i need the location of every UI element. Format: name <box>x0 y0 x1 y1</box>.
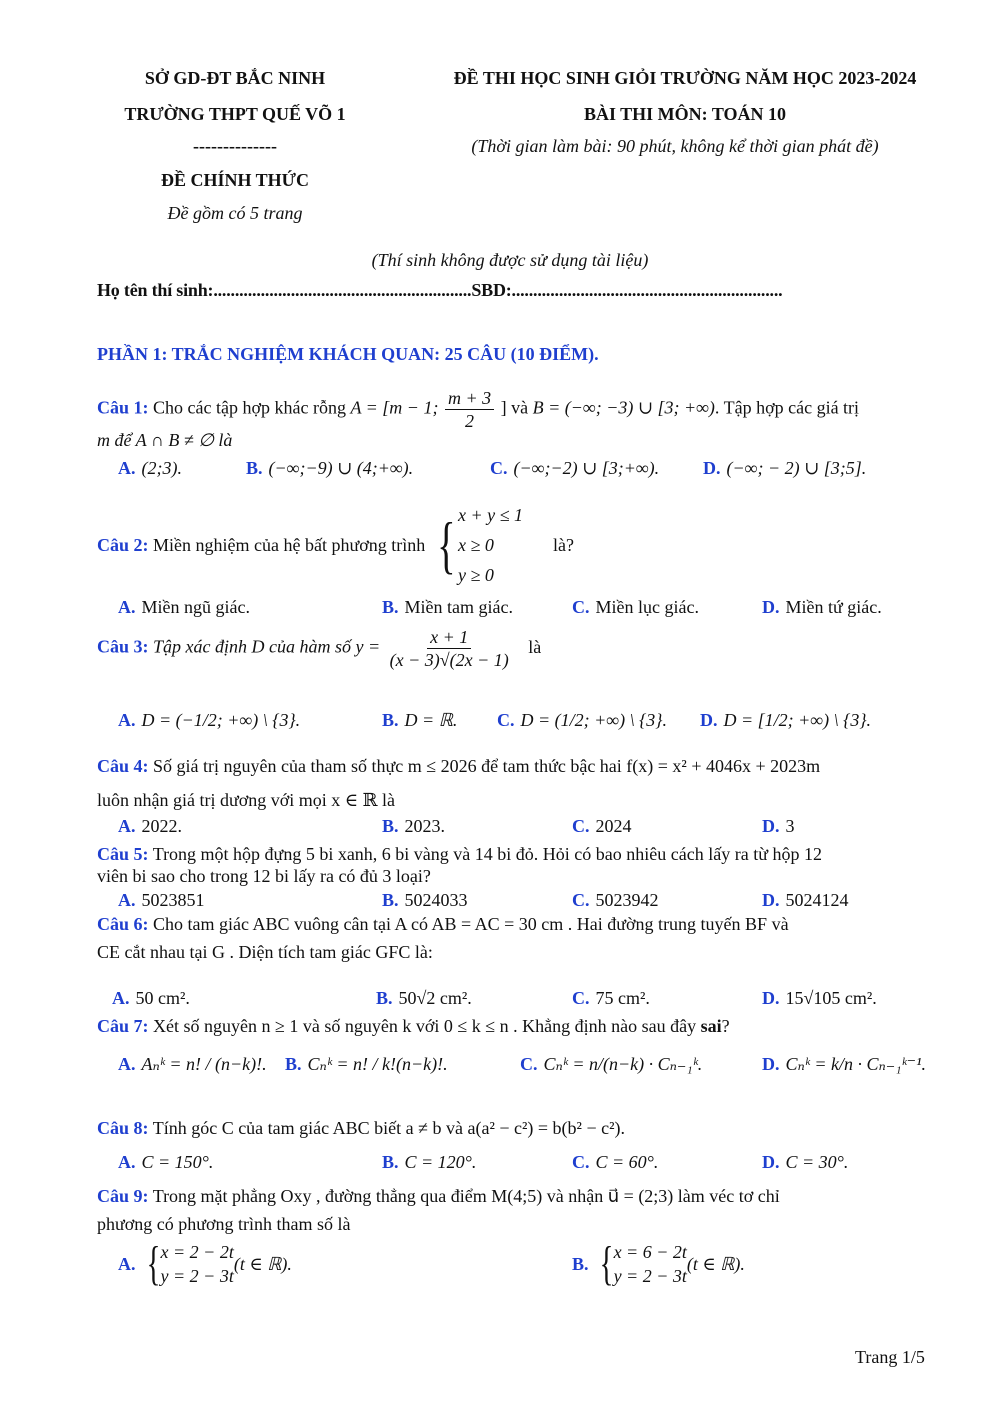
option-text: (−∞; − 2) ∪ [3;5]. <box>726 458 867 478</box>
option-label: D. <box>762 1152 780 1172</box>
equation-lines <box>161 1240 234 1288</box>
set-b: B = (−∞; −3) ∪ [3; +∞) <box>532 397 715 418</box>
q5-option-d[interactable] <box>762 890 849 911</box>
question-label: Câu 5: <box>97 844 149 864</box>
numerator: x + 1 <box>427 626 471 649</box>
set-a: A = [m − 1; <box>350 397 439 418</box>
q3-option-b[interactable] <box>382 710 457 731</box>
q8-option-c[interactable] <box>572 1152 658 1173</box>
option-text: (−∞;−9) ∪ (4;+∞). <box>268 458 414 478</box>
question-label: Câu 2: <box>97 534 149 555</box>
inequality: x + y ≤ 1 <box>457 505 523 525</box>
option-text: 5024124 <box>785 890 849 910</box>
question-8 <box>97 1118 625 1139</box>
option-text: 50√2 cm². <box>398 988 472 1008</box>
header-divider: -------------- <box>193 136 277 156</box>
question-mark: ? <box>721 1016 730 1036</box>
question-7 <box>97 1016 730 1037</box>
question-9-line2: phương có phương trình tham số là <box>97 1214 351 1234</box>
question-text: Tập xác định D của hàm số y = <box>153 636 381 657</box>
option-label: A. <box>118 1054 136 1074</box>
question-text: Xét số nguyên n ≥ 1 và số nguyên k với 0 ≤ k ≤ n . Khẳng định nào sau đây <box>153 1016 697 1036</box>
question-text: Trong mặt phẳng Oxy , đường thẳng qua điểm M(4;5) và nhận u⃗ = (2;3) làm véc tơ chỉ <box>152 1186 780 1206</box>
question-text: Cho tam giác ABC vuông cân tại A có AB = AC = 30 cm . Hai đường trung tuyến BF và <box>153 914 789 934</box>
subject-title: BÀI THI MÔN: TOÁN 10 <box>583 104 787 124</box>
option-text: C = 30°. <box>785 1152 849 1172</box>
equation: y = 2 − 3t <box>160 1266 234 1286</box>
question-text: Miền nghiệm của hệ bất phương trình <box>153 534 426 555</box>
option-text: Cₙᵏ = k/n · Cₙ₋₁ᵏ⁻¹. <box>785 1054 927 1074</box>
option-label: D. <box>762 890 780 910</box>
option-text: 2023. <box>404 816 446 836</box>
option-text: Aₙᵏ = n! / (n−k)!. <box>141 1054 267 1074</box>
option-label: B. <box>382 597 399 617</box>
fraction <box>387 626 512 671</box>
equation: y = 2 − 3t <box>613 1266 687 1286</box>
question-tail: là <box>528 636 542 657</box>
option-label: C. <box>572 597 590 617</box>
option-label: B. <box>285 1054 302 1074</box>
option-text: C = 60°. <box>595 1152 659 1172</box>
option-text: Cₙᵏ = n! / k!(n−k)!. <box>307 1054 448 1074</box>
option-text: C = 120°. <box>404 1152 477 1172</box>
dept-name: SỞ GD-ĐT BẮC NINH <box>144 68 326 88</box>
q1-option-d[interactable] <box>703 458 866 479</box>
option-text: 5024033 <box>404 890 468 910</box>
left-brace: { <box>437 509 456 580</box>
option-text: 75 cm². <box>595 988 650 1008</box>
question-2 <box>97 500 574 590</box>
question-label: Câu 6: <box>97 914 149 934</box>
option-label: A. <box>118 1253 136 1274</box>
q7-option-a[interactable] <box>118 1054 267 1075</box>
question-3 <box>97 626 541 671</box>
option-text: Miền ngũ giác. <box>141 597 250 617</box>
q7-option-d[interactable] <box>762 1054 926 1075</box>
q5-option-b[interactable] <box>382 890 468 911</box>
option-label: A. <box>118 1152 136 1172</box>
option-label: A. <box>112 988 130 1008</box>
option-text: D = ℝ. <box>404 710 458 730</box>
option-label: C. <box>572 988 590 1008</box>
option-label: A. <box>118 458 136 478</box>
q4-option-b[interactable] <box>382 816 445 837</box>
parametric-system <box>572 1237 745 1290</box>
question-label: Câu 4: <box>97 756 149 776</box>
question-label: Câu 8: <box>97 1118 149 1138</box>
q4-option-d[interactable] <box>762 816 795 837</box>
q2-option-a[interactable] <box>118 597 250 618</box>
page-number: Trang 1/5 <box>855 1347 925 1367</box>
q4-option-c[interactable] <box>572 816 632 837</box>
q9-option-b[interactable] <box>572 1237 745 1290</box>
option-text: 15√105 cm². <box>785 988 877 1008</box>
question-text: Tính góc C của tam giác ABC biết a ≠ b và a(a² − c²) = b(b² − c²). <box>152 1118 625 1138</box>
inequality: y ≥ 0 <box>457 565 494 585</box>
q6-option-c[interactable] <box>572 988 650 1009</box>
question-1 <box>97 387 859 432</box>
official-label: ĐỀ CHÍNH THỨC <box>160 170 310 190</box>
no-materials-note: (Thí sinh không được sử dụng tài liệu) <box>371 250 649 270</box>
exam-title: ĐỀ THI HỌC SINH GIỎI TRƯỜNG NĂM HỌC 2023-2024 <box>453 68 917 88</box>
inequality: x ≥ 0 <box>457 535 494 555</box>
question-4-line2: luôn nhận giá trị dương với mọi x ∈ ℝ là <box>97 790 396 810</box>
q7-option-c[interactable] <box>520 1054 702 1075</box>
question-text: Cho các tập hợp khác rỗng <box>153 397 346 418</box>
option-text: 3 <box>785 816 795 836</box>
denominator: 2 <box>465 411 475 431</box>
option-label: A. <box>118 597 136 617</box>
question-6-line2: CE cắt nhau tại G . Diện tích tam giác GFC là: <box>97 942 433 962</box>
school-name: TRƯỜNG THPT QUẾ VÕ 1 <box>124 104 346 124</box>
equation: x = 6 − 2t <box>613 1242 687 1262</box>
option-text: 2022. <box>141 816 182 836</box>
q3-option-d[interactable] <box>700 710 871 731</box>
option-label: B. <box>382 1152 399 1172</box>
parametric-system <box>118 1237 292 1290</box>
option-label: D. <box>700 710 718 730</box>
question-5 <box>97 844 822 865</box>
q1-option-b[interactable] <box>246 458 413 479</box>
option-text: 2024 <box>595 816 632 836</box>
emphasis-word: sai <box>700 1016 722 1036</box>
option-label: B. <box>246 458 263 478</box>
option-label: D. <box>762 816 780 836</box>
page-count-note: Đề gồm có 5 trang <box>167 203 303 223</box>
q5-option-c[interactable] <box>572 890 659 911</box>
q4-option-a[interactable] <box>118 816 182 837</box>
option-text: D = (1/2; +∞) \ {3}. <box>520 710 668 730</box>
question-text-tail: . Tập hợp các giá trị <box>714 397 860 418</box>
option-label: A. <box>118 710 136 730</box>
q6-option-b[interactable] <box>376 988 472 1009</box>
question-label: Câu 7: <box>97 1016 149 1036</box>
question-text: Trong một hộp đựng 5 bi xanh, 6 bi vàng và 14 bi đỏ. Hỏi có bao nhiêu cách lấy ra từ hộp 12 <box>152 844 822 864</box>
equation-lines <box>614 1240 687 1288</box>
numerator: m + 3 <box>445 387 494 410</box>
option-label: C. <box>490 458 508 478</box>
option-label: D. <box>762 1054 780 1074</box>
conjunction: và <box>511 397 529 418</box>
question-5-line2: viên bi sao cho trong 12 bi lấy ra có đủ 3 loại? <box>97 866 431 886</box>
question-label: Câu 3: <box>97 636 149 657</box>
option-label: A. <box>118 816 136 836</box>
q2-option-c[interactable] <box>572 597 699 618</box>
question-4 <box>97 756 820 777</box>
question-tail: là? <box>552 534 574 555</box>
q8-option-d[interactable] <box>762 1152 848 1173</box>
left-brace: { <box>599 1237 613 1290</box>
option-label: D. <box>762 988 780 1008</box>
option-label: B. <box>382 710 399 730</box>
q2-option-b[interactable] <box>382 597 513 618</box>
question-label: Câu 1: <box>97 397 149 418</box>
option-text: Miền lục giác. <box>595 597 699 617</box>
question-text: Số giá trị nguyên của tham số thực m ≤ 2026 để tam thức bậc hai f(x) = x² + 4046x + 2023m <box>153 756 821 776</box>
fraction <box>445 387 494 432</box>
option-text: (−∞;−2) ∪ [3;+∞). <box>513 458 660 478</box>
q1-option-a[interactable] <box>118 458 182 479</box>
q2-option-d[interactable] <box>762 597 882 618</box>
option-text: 50 cm². <box>135 988 190 1008</box>
candidate-info-line: Họ tên thí sinh:............................................................SBD:............................................................... <box>97 280 783 300</box>
q5-option-a[interactable] <box>118 890 205 911</box>
set-a-close: ] <box>500 397 507 418</box>
option-label: C. <box>497 710 515 730</box>
inequality-system <box>458 500 523 590</box>
inequality-system-wrapper <box>97 500 574 590</box>
q3-option-c[interactable] <box>497 710 667 731</box>
question-9 <box>97 1186 780 1207</box>
q8-option-b[interactable] <box>382 1152 476 1173</box>
time-note: (Thời gian làm bài: 90 phút, không kể thời gian phát đề) <box>471 136 879 156</box>
denominator: (x − 3)√(2x − 1) <box>389 650 509 670</box>
option-text: C = 150°. <box>141 1152 214 1172</box>
option-label: D. <box>762 597 780 617</box>
q7-option-b[interactable] <box>285 1054 448 1075</box>
q9-option-a[interactable] <box>118 1237 292 1290</box>
option-label: B. <box>376 988 393 1008</box>
option-label: B. <box>572 1253 589 1274</box>
option-label: C. <box>572 890 590 910</box>
option-label: C. <box>572 816 590 836</box>
q3-option-a[interactable] <box>118 710 300 731</box>
option-text: Cₙᵏ = n/(n−k) · Cₙ₋₁ᵏ. <box>543 1054 703 1074</box>
question-label: Câu 9: <box>97 1186 149 1206</box>
question-6 <box>97 914 789 935</box>
option-label: B. <box>382 816 399 836</box>
option-text: D = (−1/2; +∞) \ {3}. <box>141 710 301 730</box>
option-label: C. <box>572 1152 590 1172</box>
option-label: A. <box>118 890 136 910</box>
section-title: PHẦN 1: TRẮC NGHIỆM KHÁCH QUAN: 25 CÂU (10 ĐIỂM). <box>97 344 599 364</box>
option-text: (2;3). <box>141 458 182 478</box>
option-text: 5023851 <box>141 890 205 910</box>
option-text: 5023942 <box>595 890 659 910</box>
parameter-domain: (t ∈ ℝ). <box>686 1253 745 1274</box>
question-1-line2: m để A ∩ B ≠ ∅ là <box>97 430 233 450</box>
option-text: Miền tam giác. <box>404 597 513 617</box>
equation: x = 2 − 2t <box>160 1242 234 1262</box>
parameter-domain: (t ∈ ℝ). <box>233 1253 292 1274</box>
left-brace: { <box>146 1237 160 1290</box>
option-label: C. <box>520 1054 538 1074</box>
option-label: B. <box>382 890 399 910</box>
q8-option-a[interactable] <box>118 1152 213 1173</box>
option-text: D = [1/2; +∞) \ {3}. <box>723 710 872 730</box>
q6-option-d[interactable] <box>762 988 877 1009</box>
q6-option-a[interactable] <box>112 988 190 1009</box>
q1-option-c[interactable] <box>490 458 659 479</box>
option-label: D. <box>703 458 721 478</box>
option-text: Miền tứ giác. <box>785 597 882 617</box>
